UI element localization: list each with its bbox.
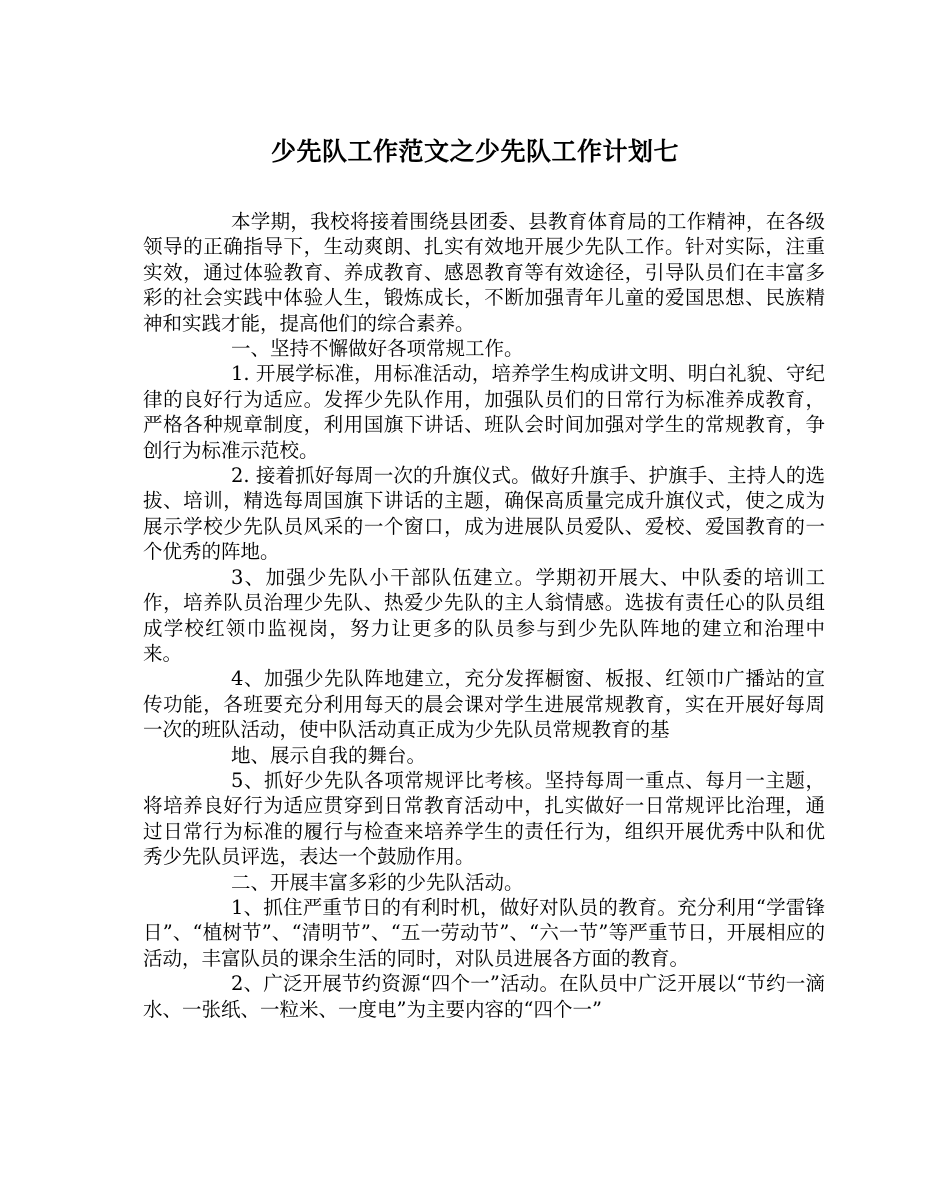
paragraph-1-3: 3、加强少先队小干部队伍建立。学期初开展大、中队委的培训工作，培养队员治理少先队、热爱少先队的主人翁情感。选拔有责任心的队员组成学校红领巾监视岗，努力让更多的队员参与到少先队阵地的建立和治理中来。	[143, 565, 825, 665]
section-heading-2: 二、开展丰富多彩的少先队活动。	[231, 870, 524, 894]
document-title: 少先队工作范文之少先队工作计划七	[270, 137, 679, 166]
paragraph-1-5: 5、抓好少先队各项常规评比考核。坚持每周一重点、每月一主题，将培养良好行为适应贯穿到日常教育活动中，扎实做好一日常规评比治理，通过日常行为标准的履行与检查来培养学生的责任行为，组织开展优秀中队和优秀少先队员评选，表达一个鼓励作用。	[143, 768, 825, 869]
paragraph-2-2: 2、广泛开展节约资源“四个一”活动。在队员中广泛开展以“节约一滴水、一张纸、一粒米、一度电”为主要内容的“四个一”	[143, 972, 825, 1021]
section-heading-1: 一、坚持不懈做好各项常规工作。	[231, 337, 524, 361]
document-body	[143, 209, 825, 1022]
paragraph-1-4: 4、加强少先队阵地建立，充分发挥橱窗、板报、红领巾广播站的宣传功能，各班要充分利用每天的晨会课对学生进展常规教育，实在开展好每周一次的班队活动，使中队活动真正成为少先队员常规教育的基	[143, 667, 825, 742]
paragraph-1-4-continued: 地、展示自我的舞台。	[231, 743, 427, 767]
paragraph-1-2: 2. 接着抓好每周一次的升旗仪式。做好升旗手、护旗手、主持人的选拔、培训，精选每周国旗下讲话的主题，确保高质量完成升旗仪式，使之成为展示学校少先队员风采的一个窗口，成为进展队员爱队、爱校、爱国教育的一个优秀的阵地。	[143, 464, 825, 564]
paragraph-intro: 本学期，我校将接着围绕县团委、县教育体育局的工作精神，在各级领导的正确指导下，生动爽朗、扎实有效地开展少先队工作。针对实际，注重实效，通过体验教育、养成教育、感恩教育等有效途径，引导队员们在丰富多彩的社会实践中体验人生，锻炼成长，不断加强青年儿童的爱国思想、民族精神和实践才能，提高他们的综合素养。	[143, 210, 825, 335]
paragraph-1-1: 1. 开展学标准，用标准活动，培养学生构成讲文明、明白礼貌、守纪律的良好行为适应。发挥少先队作用，加强队员们的日常行为标准养成教育，严格各种规章制度，利用国旗下讲话、班队会时间加强对学生的常规教育，争创行为标准示范校。	[143, 362, 825, 462]
paragraph-2-1: 1、抓住严重节日的有利时机，做好对队员的教育。充分利用“学雷锋日”、“植树节”、“清明节”、“五一劳动节”、“六一节”等严重节日，开展相应的活动，丰富队员的课余生活的同时，对队员进展各方面的教育。	[143, 895, 825, 970]
